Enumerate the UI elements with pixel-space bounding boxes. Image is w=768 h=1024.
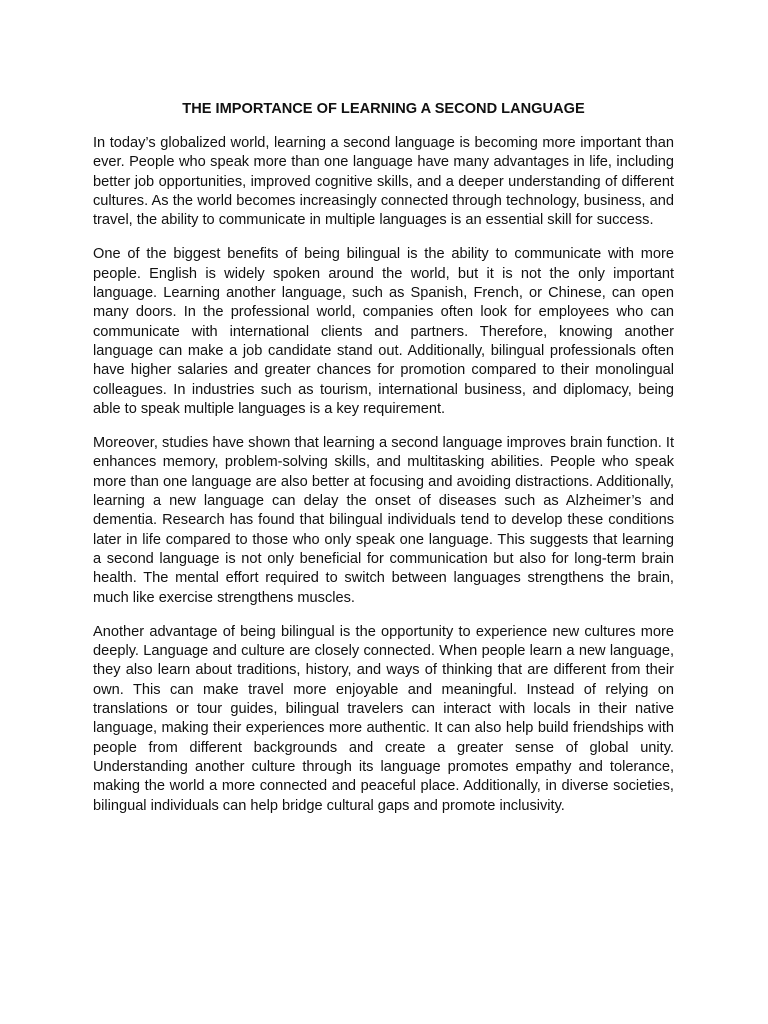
document-body bbox=[93, 100, 674, 831]
paragraph-communication: One of the biggest benefits of being bilingual is the ability to communicate with more people. English is widely spoken around the world, but it is not the only important language. Learning another language, such as Spanish, French, or Chinese, can open many doors. In the professional world, companies often look for employees who can communicate with international clients and partners. Therefore, knowing another language can make a job candidate stand out. Additionally, bilingual professionals often have higher salaries and greater chances for promotion compared to their monolingual colleagues. In industries such as tourism, international business, and diplomacy, being able to speak multiple languages is a key requirement. bbox=[93, 246, 674, 417]
paragraph-intro: In today’s globalized world, learning a second language is becoming more important than ever. People who speak more than one language have many advantages in life, including better job opportunities, improved cognitive skills, and a deeper understanding of different cultures. As the world becomes increasingly connected through technology, business, and travel, the ability to communicate in multiple languages is an essential skill for success. bbox=[93, 135, 674, 229]
paragraph-brain-function: Moreover, studies have shown that learning a second language improves brain function. It enhances memory, problem-solving skills, and multitasking abilities. People who speak more than one language are also better at focusing and avoiding distractions. Additionally, learning a new language can delay the onset of diseases such as Alzheimer’s and dementia. Research has found that bilingual individuals tend to develop these conditions later in life compared to those who only speak one language. This suggests that learning a second language is not only beneficial for communication but also for long-term brain health. The mental effort required to switch between languages strengthens the brain, much like exercise strengthens muscles. bbox=[93, 435, 674, 606]
document-title: THE IMPORTANCE OF LEARNING A SECOND LANGUAGE bbox=[182, 101, 585, 117]
paragraph-cultures: Another advantage of being bilingual is the opportunity to experience new cultures more deeply. Language and culture are closely connected. When people learn a new language, they also learn about traditions, history, and ways of thinking that are different from their own. This can make travel more enjoyable and meaningful. Instead of relying on translations or tour guides, bilingual travelers can interact with locals in their native language, making their experiences more authentic. It can also help build friendships with people from different backgrounds and create a greater sense of global unity. Understanding another culture through its language promotes empathy and tolerance, making the world a more connected and peaceful place. Additionally, in diverse societies, bilingual individuals can help bridge cultural gaps and promote inclusivity. bbox=[93, 623, 674, 814]
